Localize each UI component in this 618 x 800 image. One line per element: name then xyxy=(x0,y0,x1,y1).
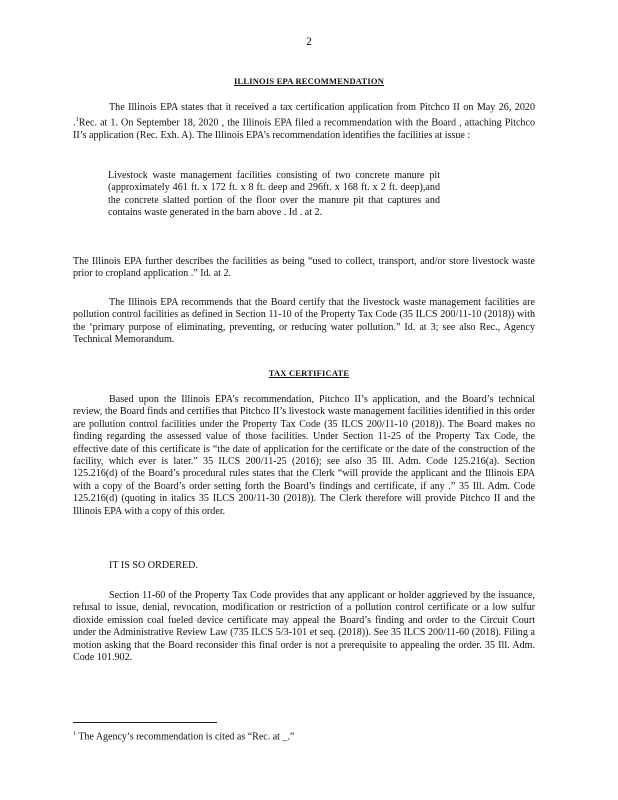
footnote xyxy=(73,731,294,742)
paragraph-epa-recommends: The Illinois EPA recommends that the Board certify that the livestock waste management facilities are pollution control facilities as defined in Section 11-10 of the Property Tax Code (35 ILCS 200/11-10 (2018)) with the ‘primary purpose of eliminating, preventing, or reducing water pollution.” Id. at 3; see also Rec., Agency Technical Memorandum. xyxy=(73,297,535,346)
paragraph-application-received-part-2: Rec. at 1. On September 18, 2020 , the Illinois EPA filed a recommendation with the Board , attaching Pitchco II’s application (Rec. Exh. A). The Illinois EPA’s recommendation identifies the facilities at issue : xyxy=(73,117,535,142)
footnote-divider xyxy=(73,722,217,723)
section-heading-epa-recommendation: ILLINOIS EPA RECOMMENDATION xyxy=(233,76,385,86)
page-number: 2 xyxy=(306,36,312,48)
paragraph-application-received xyxy=(73,102,535,143)
footnote-text: The Agency’s recommendation is cited as “Rec. at _.” xyxy=(78,731,295,743)
order-statement: IT IS SO ORDERED. xyxy=(109,560,198,571)
section-heading-tax-certificate: TAX CERTIFICATE xyxy=(268,368,350,378)
paragraph-board-findings: Based upon the Illinois EPA’s recommendation, Pitchco II’s application, and the Board’s technical review, the Board finds and certifies that Pitchco II’s livestock waste management facilities identified in this order are pollution control facilities under the Property Tax Code (35 ILCS 200/11-10 (2018)). The Board makes no finding regarding the assessed value of those facilities. Under Section 11-25 of the Property Tax Code, the effective date of this certificate is “the date of application for the certificate or the date of the construction of the facility, which ever is later.” 35 ILCS 200/11-25 (2016); see also 35 Ill. Adm. Code 125.216(a). Section 125.216(d) of the Board’s procedural rules states that the Clerk “will provide the applicant and the Illinois EPA with a copy of the Board’s order setting forth the Board’s findings and certificate, if any .” 35 Ill. Adm. Code 125.216(d) (quoting in italics 35 ILCS 200/11-30 (2018)). The Clerk therefore will provide Pitchco II and the Illinois EPA with a copy of this order. xyxy=(73,394,535,517)
paragraph-appeal-rights: Section 11-60 of the Property Tax Code provides that any applicant or holder aggrieved by the issuance, refusal to issue, denial, revocation, modification or restriction of a pollution control certificate or a low sulfur dioxide emission coal fueled device certificate may appeal the Board’s finding and order to the Circuit Court under the Administrative Review Law (735 ILCS 5/3-101 et seq. (2018)). See 35 ILCS 200/11-60 (2018). Filing a motion asking that the Board reconsider this final order is not a prerequisite to appealing the order. 35 Ill. Adm. Code 101.902. xyxy=(73,590,535,664)
footnote-reference: 1 xyxy=(75,116,79,124)
paragraph-facilities-description: The Illinois EPA further describes the facilities as being “used to collect, transport, and/or store livestock waste prior to cropland application .” Id. at 2. xyxy=(73,256,535,280)
footnote-mark: 1 xyxy=(73,731,76,737)
block-quote-facilities: Livestock waste management facilities consisting of two concrete manure pit (approximately 461 ft. x 172 ft. x 8 ft. deep and 296ft. x 168 ft. x 2 ft. deep),and the concrete slatted portion of the floor over the manure pit that captures and contains waste generated in the barn above . Id . at 2. xyxy=(108,170,440,219)
paragraph-application-received-part-1: The Illinois EPA states that it received a tax certification application from Pitchco II on May 26, 2020 . xyxy=(73,102,535,129)
